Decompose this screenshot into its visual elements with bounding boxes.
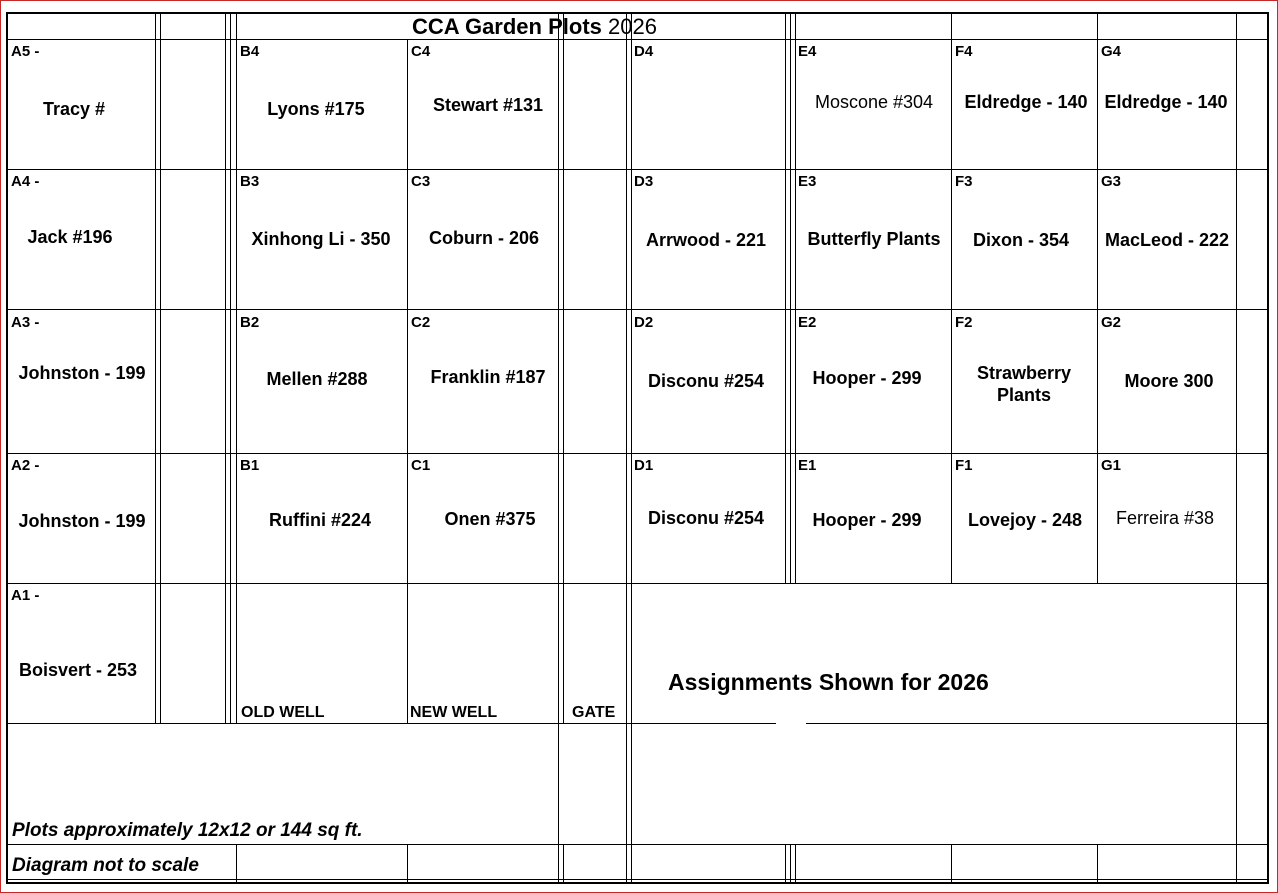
- plot-label: G2: [1101, 314, 1122, 331]
- plot-name: Tracy #: [42, 99, 106, 119]
- plot-name: Lovejoy - 248: [967, 510, 1083, 530]
- plot-label: B2: [240, 314, 260, 331]
- plot-label: F2: [955, 314, 973, 331]
- plot-name: Johnston - 199: [18, 511, 146, 531]
- plot-name: Eldredge - 140: [1104, 92, 1228, 112]
- plot-name: Hooper - 299: [812, 368, 922, 388]
- plot-size-note: Plots approximately 12x12 or 144 sq ft.: [12, 820, 363, 841]
- plot-label: B1: [240, 457, 260, 474]
- plot-name: Onen #375: [444, 509, 536, 529]
- plot-name: Eldredge - 140: [964, 92, 1088, 112]
- plot-label: C3: [411, 173, 431, 190]
- plot-label: G3: [1101, 173, 1122, 190]
- assignments-note: Assignments Shown for 2026: [668, 669, 989, 695]
- plot-name: Hooper - 299: [812, 510, 922, 530]
- plot-label: D3: [634, 173, 654, 190]
- erased-area: [776, 590, 806, 840]
- plot-name-line2: Plants: [996, 385, 1052, 405]
- plot-label: F4: [955, 43, 973, 60]
- plot-label: A4 -: [11, 173, 40, 190]
- old-well-label: OLD WELL: [241, 704, 325, 721]
- plot-name: Jack #196: [27, 227, 113, 247]
- plot-name: Moscone #304: [814, 92, 934, 112]
- plot-name: Mellen #288: [266, 369, 368, 389]
- gate-label: GATE: [572, 704, 616, 721]
- plot-label: G1: [1101, 457, 1122, 474]
- plot-name: MacLeod - 222: [1104, 230, 1230, 250]
- plot-name: Ferreira #38: [1115, 508, 1215, 528]
- plot-name: Franklin #187: [430, 367, 546, 387]
- title-prefix: CCA Garden Plots: [412, 14, 602, 39]
- plot-name: Butterfly Plants: [807, 229, 941, 249]
- plot-label: A2 -: [11, 457, 40, 474]
- plot-name: Lyons #175: [267, 99, 365, 119]
- plot-label: F3: [955, 173, 973, 190]
- plot-label: C1: [411, 457, 431, 474]
- plot-label: B4: [240, 43, 260, 60]
- plot-name: Ruffini #224: [268, 510, 372, 530]
- plot-name: Dixon - 354: [972, 230, 1070, 250]
- title-year: 2026: [608, 14, 657, 39]
- plot-label: A1 -: [11, 587, 40, 604]
- plot-label: E1: [798, 457, 817, 474]
- plot-name: Johnston - 199: [18, 363, 146, 383]
- plot-label: E3: [798, 173, 817, 190]
- plot-label: A3 -: [11, 314, 40, 331]
- plot-label: B3: [240, 173, 260, 190]
- plot-label: D1: [634, 457, 654, 474]
- plot-label: A5 -: [11, 43, 40, 60]
- plot-label: D2: [634, 314, 654, 331]
- plot-name: Disconu #254: [647, 508, 765, 528]
- plot-label: D4: [634, 43, 654, 60]
- plot-name: Xinhong Li - 350: [251, 229, 391, 249]
- plot-label: E2: [798, 314, 817, 331]
- plot-label: E4: [798, 43, 817, 60]
- plot-name: Disconu #254: [647, 371, 765, 391]
- plot-label: C4: [411, 43, 431, 60]
- plot-name: Stewart #131: [432, 95, 544, 115]
- plot-name: Arrwood - 221: [645, 230, 767, 250]
- plot-name: Coburn - 206: [428, 228, 540, 248]
- plot-label: C2: [411, 314, 431, 331]
- new-well-label: NEW WELL: [410, 704, 498, 721]
- plot-name-line1: Strawberry: [976, 363, 1072, 383]
- scale-note: Diagram not to scale: [12, 855, 199, 876]
- plot-name: Boisvert - 253: [18, 660, 138, 680]
- plot-label: G4: [1101, 43, 1122, 60]
- plot-label: F1: [955, 457, 973, 474]
- plot-name: Moore 300: [1124, 371, 1214, 391]
- garden-map-border: [6, 12, 1269, 884]
- page-title: [412, 14, 657, 40]
